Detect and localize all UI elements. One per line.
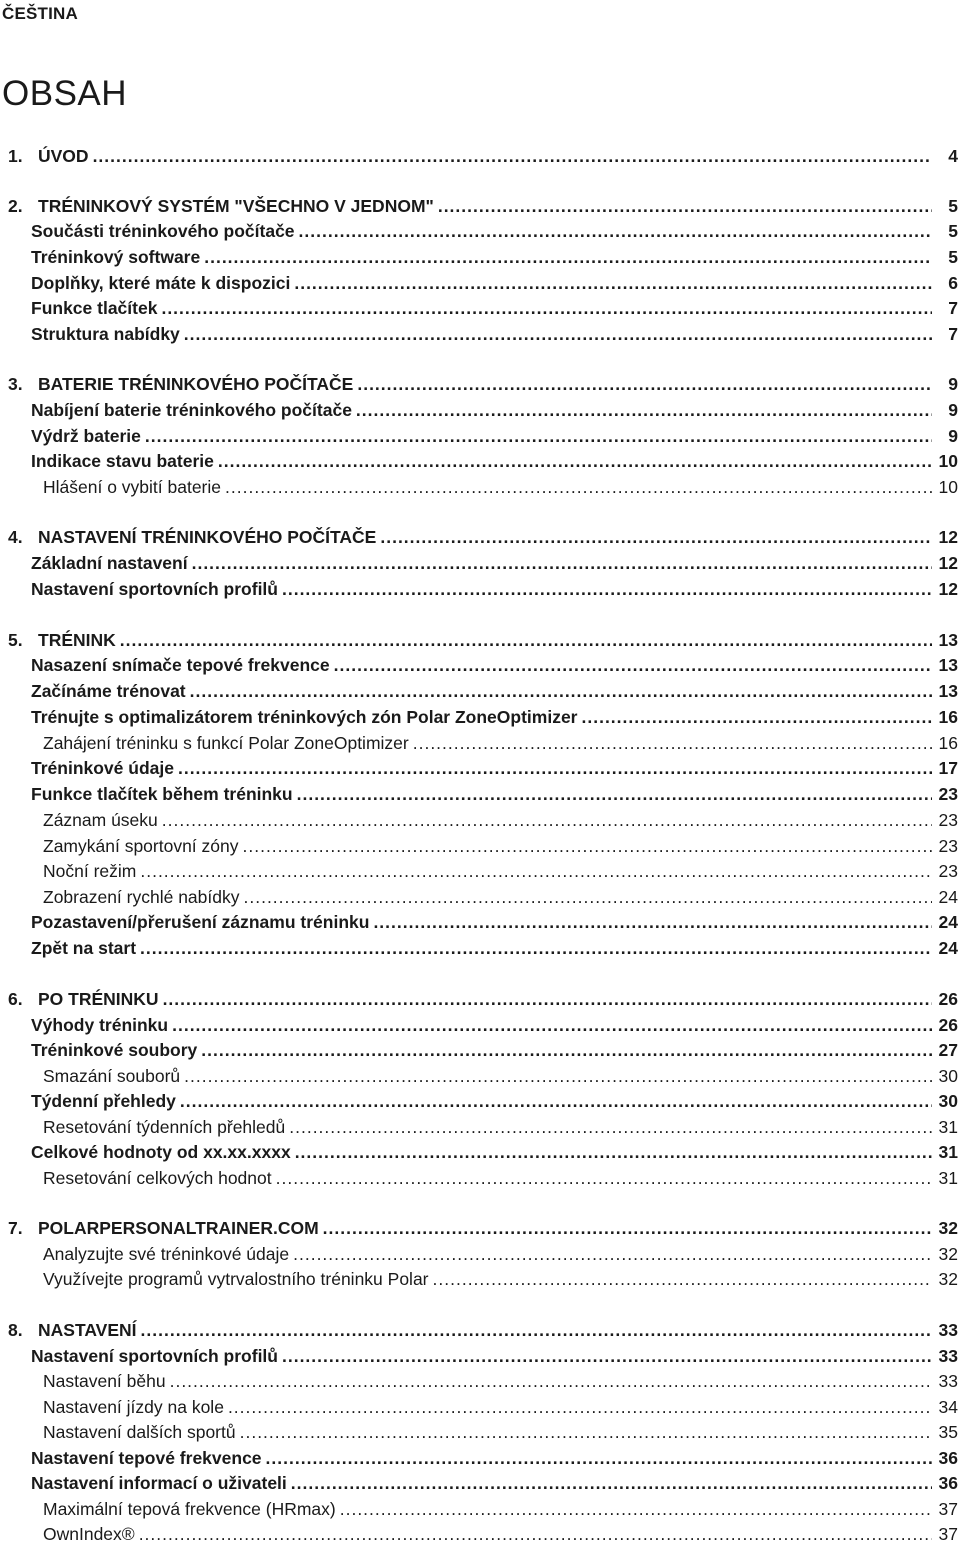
toc-page-number: 4 (948, 146, 958, 166)
toc-page-number: 24 (938, 938, 958, 958)
toc-entry-title: Resetování týdenních přehledů (43, 1117, 286, 1137)
toc-entry-title: Trénujte s optimalizátorem tréninkových zón Polar ZoneOptimizer (31, 707, 578, 727)
toc-entry[interactable] (43, 1497, 960, 1521)
toc-page-number: 7 (948, 324, 958, 344)
toc-page-number: 9 (948, 400, 958, 420)
toc-entry-title: Záznam úseku (43, 810, 158, 830)
toc-dot-leader (139, 1522, 932, 1546)
toc-page-number: 32 (938, 1244, 958, 1264)
toc-entry[interactable] (31, 322, 960, 346)
toc-page-number: 16 (938, 733, 958, 753)
toc-entry[interactable] (31, 1471, 960, 1495)
toc-entry[interactable] (43, 808, 960, 832)
toc-page-number: 23 (938, 861, 958, 881)
toc-dot-leader (293, 1242, 932, 1266)
toc-dot-leader (184, 322, 932, 346)
toc-entry-title: TRÉNINK (38, 630, 116, 650)
toc-dot-leader (225, 475, 932, 499)
toc-entry[interactable] (31, 936, 960, 960)
toc-page-number: 12 (938, 527, 958, 547)
toc-entry-title: Tréninkové údaje (31, 758, 174, 778)
toc-entry[interactable] (31, 551, 960, 575)
toc-entry[interactable] (43, 1064, 960, 1088)
toc-entry-title: Smazání souborů (43, 1066, 181, 1086)
toc-entry-title: Resetování celkových hodnot (43, 1168, 272, 1188)
toc-page-number: 34 (938, 1397, 958, 1417)
toc-entry-title: NASTAVENÍ (38, 1320, 137, 1340)
toc-dot-leader (582, 705, 933, 729)
toc-page-number: 9 (948, 374, 958, 394)
toc-page-number: 30 (938, 1091, 958, 1111)
toc-page-number: 12 (938, 553, 958, 573)
toc-entry[interactable] (31, 219, 960, 243)
toc-page-number: 32 (938, 1218, 958, 1238)
toc-chapter-number: 2. (8, 196, 23, 216)
toc-entry[interactable] (31, 679, 960, 703)
toc-dot-leader (170, 1369, 932, 1393)
toc-dot-leader (162, 808, 932, 832)
toc-page-number: 26 (938, 1015, 958, 1035)
toc-entry-title: Indikace stavu baterie (31, 451, 214, 471)
toc-entry[interactable] (31, 577, 960, 601)
toc-entry[interactable] (43, 1369, 960, 1393)
toc-entry[interactable] (31, 910, 960, 934)
toc-chapter-number: 3. (8, 374, 23, 394)
toc-entry[interactable] (43, 1242, 960, 1266)
toc-entry-title: Tréninkový software (31, 247, 201, 267)
toc-dot-leader (145, 424, 932, 448)
toc-page-number: 33 (938, 1346, 958, 1366)
toc-entry-title: Zamykání sportovní zóny (43, 836, 239, 856)
toc-entry-title: Nastavení jízdy na kole (43, 1397, 224, 1417)
toc-page-number: 33 (938, 1371, 958, 1391)
toc-page-number: 23 (938, 810, 958, 830)
toc-entry-title: Analyzujte své tréninkové údaje (43, 1244, 290, 1264)
toc-entry[interactable] (31, 1344, 960, 1368)
toc-dot-leader (172, 1013, 932, 1037)
toc-page-number: 7 (948, 298, 958, 318)
toc-page-number: 17 (938, 758, 958, 778)
toc-dot-leader (240, 1420, 932, 1444)
toc-entry-title: Výdrž baterie (31, 426, 141, 446)
toc-entry[interactable] (43, 1267, 960, 1291)
toc-entry-title: Funkce tlačítek během tréninku (31, 784, 293, 804)
toc-entry-title: Celkové hodnoty od xx.xx.xxxx (31, 1142, 291, 1162)
toc-page-number: 36 (938, 1448, 958, 1468)
toc-chapter-number: 5. (8, 630, 23, 650)
toc-entry[interactable] (43, 1522, 960, 1546)
toc-entry-title: Nastavení dalších sportů (43, 1422, 236, 1442)
toc-entry[interactable] (43, 731, 960, 755)
toc-page-number: 31 (938, 1168, 958, 1188)
toc-dot-leader (291, 1471, 932, 1495)
toc-dot-leader (373, 910, 932, 934)
toc-entry[interactable] (8, 525, 960, 549)
toc-entry-title: ÚVOD (38, 146, 89, 166)
toc-dot-leader (163, 987, 932, 1011)
toc-entry-title: Výhody tréninku (31, 1015, 169, 1035)
toc-entry-title: POLARPERSONALTRAINER.COM (38, 1218, 319, 1238)
toc-entry-title: Nastavení informací o uživateli (31, 1473, 287, 1493)
toc-page-number: 24 (938, 887, 958, 907)
toc-dot-leader (356, 398, 932, 422)
toc-dot-leader (192, 551, 932, 575)
toc-entry[interactable] (31, 245, 960, 269)
toc-entry[interactable] (8, 1216, 960, 1240)
toc-entry[interactable] (31, 1013, 960, 1037)
toc-entry-title: Nastavení sportovních profilů (31, 579, 278, 599)
toc-entry[interactable] (43, 475, 960, 499)
toc-dot-leader (204, 245, 932, 269)
toc-page-number: 30 (938, 1066, 958, 1086)
toc-entry-title: Struktura nabídky (31, 324, 180, 344)
toc-dot-leader (413, 731, 932, 755)
toc-page-number: 5 (948, 247, 958, 267)
toc-entry-title: Noční režim (43, 861, 137, 881)
toc-entry-title: Nabíjení baterie tréninkového počítače (31, 400, 352, 420)
toc-dot-leader (357, 372, 932, 396)
toc-entry[interactable] (8, 372, 960, 396)
toc-entry[interactable] (43, 834, 960, 858)
toc-entry-title: PO TRÉNINKU (38, 989, 159, 1009)
toc-page-number: 37 (938, 1524, 958, 1544)
toc-page-number: 5 (948, 196, 958, 216)
toc-page-number: 24 (938, 912, 958, 932)
toc-entry-title: NASTAVENÍ TRÉNINKOVÉHO POČÍTAČE (38, 527, 377, 547)
toc-entry-title: Nastavení sportovních profilů (31, 1346, 278, 1366)
toc-page-number: 5 (948, 221, 958, 241)
toc-page-number: 37 (938, 1499, 958, 1519)
toc-dot-leader (294, 271, 932, 295)
toc-entry-title: Maximální tepová frekvence (HRmax) (43, 1499, 336, 1519)
toc-dot-leader (323, 1216, 932, 1240)
toc-entry-title: TRÉNINKOVÝ SYSTÉM "VŠECHNO V JEDNOM" (38, 196, 434, 216)
toc-page-number: 33 (938, 1320, 958, 1340)
page-title: OBSAH (2, 74, 128, 113)
toc-dot-leader (120, 628, 932, 652)
toc-entry[interactable] (31, 398, 960, 422)
toc-dot-leader (340, 1497, 932, 1521)
toc-entry[interactable] (31, 705, 960, 729)
toc-entry-title: Pozastavení/přerušení záznamu tréninku (31, 912, 370, 932)
toc-page-number: 13 (938, 655, 958, 675)
toc-entry[interactable] (43, 1115, 960, 1139)
toc-page-number: 27 (938, 1040, 958, 1060)
toc-chapter-number: 8. (8, 1320, 23, 1340)
toc-entry[interactable] (43, 1395, 960, 1419)
toc-entry[interactable] (43, 885, 960, 909)
toc-entry[interactable] (8, 987, 960, 1011)
toc-entry[interactable] (31, 1140, 960, 1164)
toc-dot-leader (243, 834, 933, 858)
toc-page-number: 31 (938, 1142, 958, 1162)
toc-dot-leader (334, 653, 932, 677)
toc-dot-leader (228, 1395, 932, 1419)
toc-dot-leader (266, 1446, 932, 1470)
toc-entry-title: Tréninkové soubory (31, 1040, 198, 1060)
toc-chapter-number: 6. (8, 989, 23, 1009)
toc-page-number: 9 (948, 426, 958, 446)
toc-dot-leader (93, 144, 932, 168)
toc-dot-leader (201, 1038, 932, 1062)
toc-page-number: 31 (938, 1117, 958, 1137)
toc-dot-leader (180, 1089, 932, 1113)
toc-dot-leader (433, 1267, 932, 1291)
toc-entry[interactable] (43, 1420, 960, 1444)
toc-entry-title: Doplňky, které máte k dispozici (31, 273, 291, 293)
toc-dot-leader (244, 885, 933, 909)
toc-dot-leader (178, 756, 932, 780)
toc-entry[interactable] (31, 653, 960, 677)
toc-dot-leader (282, 577, 932, 601)
toc-page-number: 10 (938, 477, 958, 497)
toc-dot-leader (282, 1344, 932, 1368)
toc-page-number: 32 (938, 1269, 958, 1289)
toc-entry[interactable] (8, 144, 960, 168)
toc-entry-title: Nasazení snímače tepové frekvence (31, 655, 330, 675)
toc-entry[interactable] (31, 296, 960, 320)
toc-page-number: 6 (948, 273, 958, 293)
toc-entry-title: Nastavení tepové frekvence (31, 1448, 262, 1468)
toc-chapter-number: 4. (8, 527, 23, 547)
toc-entry[interactable] (31, 449, 960, 473)
toc-entry[interactable] (31, 1038, 960, 1062)
toc-entry[interactable] (31, 1446, 960, 1470)
toc-entry[interactable] (8, 628, 960, 652)
toc-dot-leader (297, 782, 932, 806)
toc-entry-title: Funkce tlačítek (31, 298, 158, 318)
toc-page-number: 36 (938, 1473, 958, 1493)
toc-dot-leader (140, 859, 932, 883)
toc-entry[interactable] (8, 194, 960, 218)
toc-entry-title: Zpět na start (31, 938, 137, 958)
toc-dot-leader (299, 219, 932, 243)
toc-dot-leader (184, 1064, 932, 1088)
toc-entry-title: Začínáme trénovat (31, 681, 186, 701)
toc-entry-title: Týdenní přehledy (31, 1091, 176, 1111)
toc-page-number: 23 (938, 836, 958, 856)
toc-entry-title: OwnIndex® (43, 1524, 135, 1544)
toc-entry-title: Základní nastavení (31, 553, 188, 573)
toc-entry[interactable] (31, 271, 960, 295)
toc-entry-title: Součásti tréninkového počítače (31, 221, 295, 241)
toc-dot-leader (218, 449, 932, 473)
toc-page-number: 10 (938, 451, 958, 471)
toc-entry[interactable] (31, 756, 960, 780)
toc-dot-leader (161, 296, 932, 320)
toc-entry-title: Nastavení běhu (43, 1371, 166, 1391)
toc-entry-title: BATERIE TRÉNINKOVÉHO POČÍTAČE (38, 374, 354, 394)
toc-entry-title: Využívejte programů vytrvalostního tréninku Polar (43, 1269, 429, 1289)
toc-dot-leader (380, 525, 932, 549)
toc-page-number: 12 (938, 579, 958, 599)
toc-chapter-number: 7. (8, 1218, 23, 1238)
toc-chapter-number: 1. (8, 146, 23, 166)
toc-dot-leader (295, 1140, 932, 1164)
toc-dot-leader (190, 679, 932, 703)
toc-entry-title: Hlášení o vybití baterie (43, 477, 222, 497)
toc-entry-title: Zobrazení rychlé nabídky (43, 887, 240, 907)
toc-entry-title: Zahájení tréninku s funkcí Polar ZoneOptimizer (43, 733, 409, 753)
toc-dot-leader (438, 194, 932, 218)
toc-entry[interactable] (31, 1089, 960, 1113)
toc-dot-leader (276, 1166, 932, 1190)
toc-page-number: 26 (938, 989, 958, 1009)
toc-page-number: 13 (938, 630, 958, 650)
language-label: ČEŠTINA (2, 4, 79, 23)
toc-dot-leader (141, 1318, 932, 1342)
toc-page-number: 13 (938, 681, 958, 701)
toc-entry[interactable] (8, 1318, 960, 1342)
toc-dot-leader (140, 936, 932, 960)
toc-page-number: 23 (938, 784, 958, 804)
toc-dot-leader (289, 1115, 932, 1139)
toc-entry[interactable] (43, 1166, 960, 1190)
toc-entry[interactable] (31, 424, 960, 448)
toc-page-number: 35 (938, 1422, 958, 1442)
toc-entry[interactable] (43, 859, 960, 883)
toc-page-number: 16 (938, 707, 958, 727)
toc-entry[interactable] (31, 782, 960, 806)
